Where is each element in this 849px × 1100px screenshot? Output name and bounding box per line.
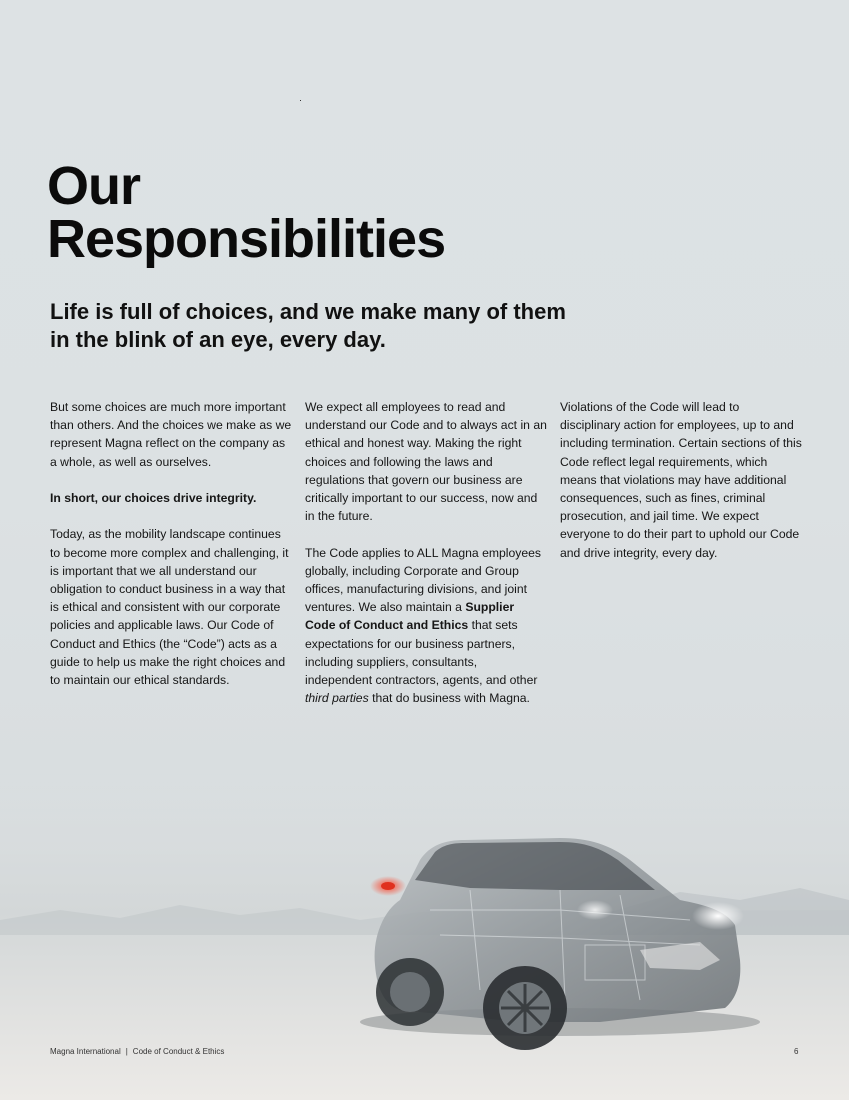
page-number: 6 [794, 1047, 799, 1056]
paragraph [305, 544, 547, 708]
defined-term: third parties [305, 691, 369, 706]
supplier-code-reference: Supplier Code of Conduct and Ethics [305, 600, 515, 633]
text-column-3 [560, 398, 802, 580]
text-run: that do business with Magna. [368, 691, 530, 706]
text-run: that sets expectations for our business partners, including suppliers, consultants, independent contractors, agents, and other [305, 618, 538, 688]
text-column-1 [50, 398, 292, 707]
paragraph: But some choices are much more important than others. And the choices we make as we represent Magna reflect on the company as a whole, as well as ourselves. [50, 400, 292, 469]
page-subtitle: Life is full of choices, and we make many of them in the blink of an eye, every day. [50, 299, 566, 352]
text-run: The Code applies to ALL Magna employees globally, including Corporate and Group offices, manufacturing divisions, and joint ventures. We also maintain a [305, 545, 542, 615]
footer-document-title: Code of Conduct & Ethics [132, 1047, 225, 1056]
page-title-line2: Responsibilities [47, 209, 446, 269]
footer-separator: | [125, 1047, 128, 1056]
page-footer [50, 1047, 224, 1056]
paragraph: Violations of the Code will lead to disciplinary action for employees, up to and including termination. Certain sections of this Code reflect legal requirements, which means that violations may have additional consequences, such as fines, criminal prosecution, and jail time. We expect everyone to do their part to uphold our Code and drive integrity, every day. [560, 400, 802, 560]
paragraph: We expect all employees to read and understand our Code and to always act in an ethical and honest way. Making the right choices and following the laws and regulations that govern our business are critically important to our success, now and in the future. [305, 400, 547, 524]
footer-company: Magna International [50, 1047, 121, 1056]
page-title [47, 156, 446, 269]
text-column-2 [305, 398, 547, 726]
paragraph-emphasis: In short, our choices drive integrity. [50, 491, 257, 505]
page-title-line1: Our [47, 156, 141, 216]
stray-mark [300, 100, 301, 101]
paragraph: Today, as the mobility landscape continues to become more complex and challenging, it is important that we all understand our obligation to conduct business in a way that is ethical and consistent with our corporate policies and applicable laws. Our Code of Conduct and Ethics (the “Code”) acts as a guide to help us make the right choices and to maintain our ethical standards. [50, 527, 289, 688]
